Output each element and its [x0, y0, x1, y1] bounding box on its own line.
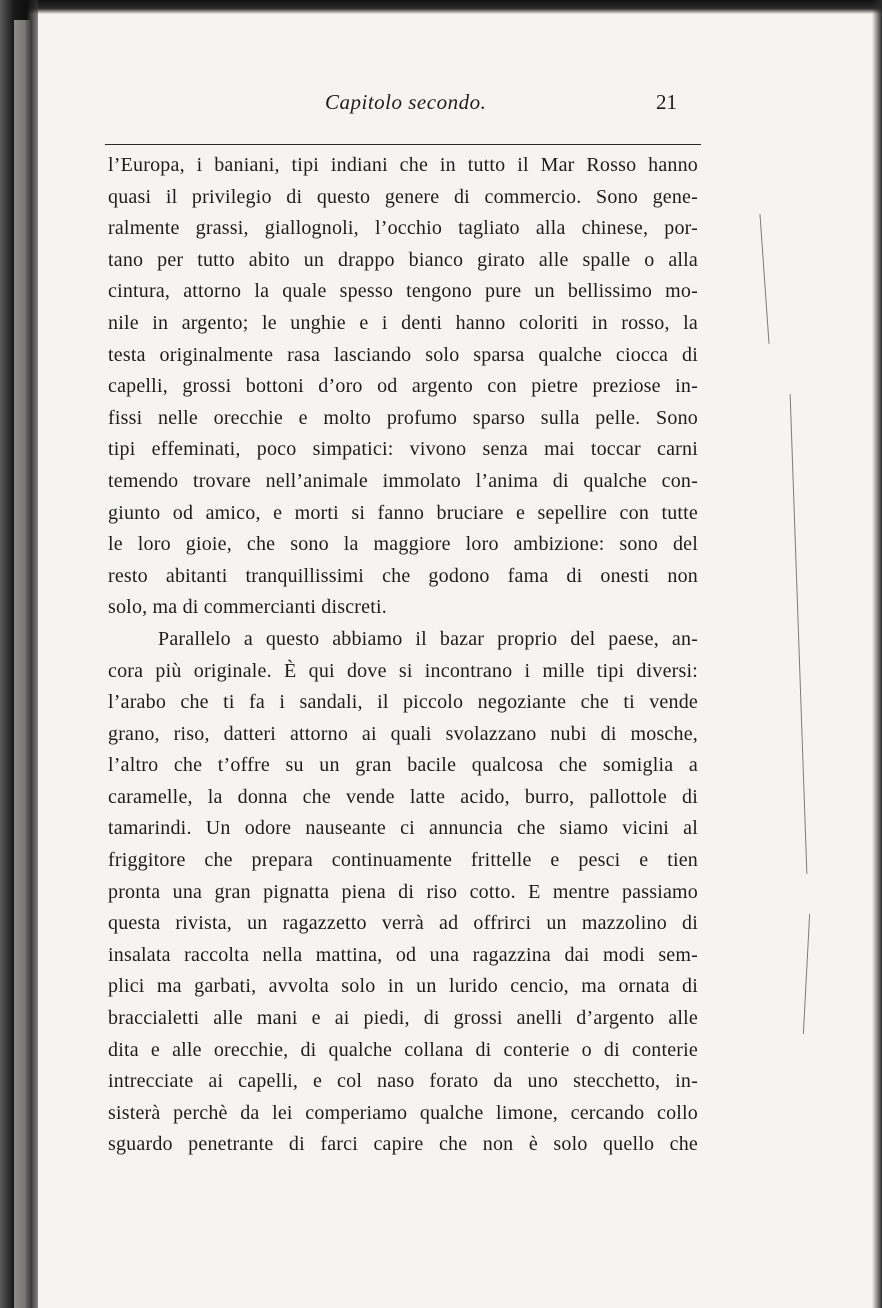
margin-pencil-mark — [759, 214, 769, 344]
scan-right-edge — [872, 0, 882, 1308]
margin-pencil-mark — [803, 914, 810, 1034]
text-line: cora più originale. È qui dove si incontrano i mille tipi diversi: — [108, 659, 698, 682]
text-line: plici ma garbati, avvolta solo in un lurido cencio, ma ornata di — [108, 975, 698, 998]
text-line: l’altro che t’offre su un gran bacile qualcosa che somiglia a — [108, 754, 698, 777]
text-line: friggitore che prepara continuamente frittelle e pesci e tien — [108, 849, 698, 872]
text-line: quasi il privilegio di questo genere di commercio. Sono gene- — [108, 185, 698, 208]
body-text — [108, 150, 698, 1161]
text-line: resto abitanti tranquillissimi che godono fama di onesti non — [108, 564, 698, 587]
text-line: braccialetti alle mani e ai piedi, di grossi anelli d’argento alle — [108, 1007, 698, 1030]
chapter-title: Capitolo secondo. — [325, 90, 487, 114]
text-line: tamarindi. Un odore nauseante ci annuncia che siamo vicini al — [108, 817, 698, 840]
margin-pencil-mark — [790, 394, 808, 874]
text-line: ralmente grassi, giallognoli, l’occhio tagliato alla chinese, por- — [108, 217, 698, 240]
text-line: caramelle, la donna che vende latte acido, burro, pallottole di — [108, 785, 698, 808]
text-line: fissi nelle orecchie e molto profumo sparso sulla pelle. Sono — [108, 406, 698, 429]
text-line: questa rivista, un ragazzetto verrà ad offrirci un mazzolino di — [108, 912, 698, 935]
text-line: grano, riso, datteri attorno ai quali svolazzano nubi di mosche, — [108, 722, 698, 745]
text-line: tano per tutto abito un drappo bianco girato alle spalle o alla — [108, 248, 698, 271]
text-line: sguardo penetrante di farci capire che non è solo quello che — [108, 1133, 698, 1156]
text-line: solo, ma di commercianti discreti. — [108, 596, 387, 619]
text-line: capelli, grossi bottoni d’oro od argento con pietre preziose in- — [108, 375, 698, 398]
text-line: pronta una gran pignatta piena di riso cotto. E mentre passiamo — [108, 880, 698, 903]
text-line: l’Europa, i baniani, tipi indiani che in tutto il Mar Rosso hanno — [108, 154, 698, 176]
header-rule — [105, 144, 701, 145]
text-line: l’arabo che ti fa i sandali, il piccolo negoziante che ti vende — [108, 691, 698, 714]
text-line: dita e alle orecchie, di qualche collana di conterie o di conterie — [108, 1038, 698, 1061]
text-line: le loro gioie, che sono la maggiore loro ambizione: sono del — [108, 533, 698, 556]
scan-left-page-curl — [14, 20, 32, 1308]
text-line: giunto od amico, e morti si fanno bruciare e sepellire con tutte — [108, 501, 698, 524]
text-line: cintura, attorno la quale spesso tengono pure un bellissimo mo- — [108, 280, 698, 303]
text-line: insalata raccolta nella mattina, od una ragazzina dai modi sem- — [108, 943, 698, 966]
page-number: 21 — [656, 90, 677, 114]
text-line: tipi effeminati, poco simpatici: vivono senza mai toccar carni — [108, 438, 698, 461]
running-head — [105, 88, 705, 128]
text-line: sisterà perchè da lei comperiamo qualche limone, cercando collo — [108, 1101, 698, 1124]
text-line: temendo trovare nell’animale immolato l’anima di qualche con- — [108, 469, 698, 492]
text-line: intrecciate ai capelli, e col naso forato da uno stecchetto, in- — [108, 1070, 698, 1093]
paragraph-first-line: Parallelo a questo abbiamo il bazar proprio del paese, an- — [158, 627, 698, 650]
text-line: nile in argento; le unghie e i denti hanno coloriti in rosso, la — [108, 311, 698, 334]
scan-top-edge — [0, 0, 882, 14]
text-line: testa originalmente rasa lasciando solo sparsa qualche ciocca di — [108, 343, 698, 366]
